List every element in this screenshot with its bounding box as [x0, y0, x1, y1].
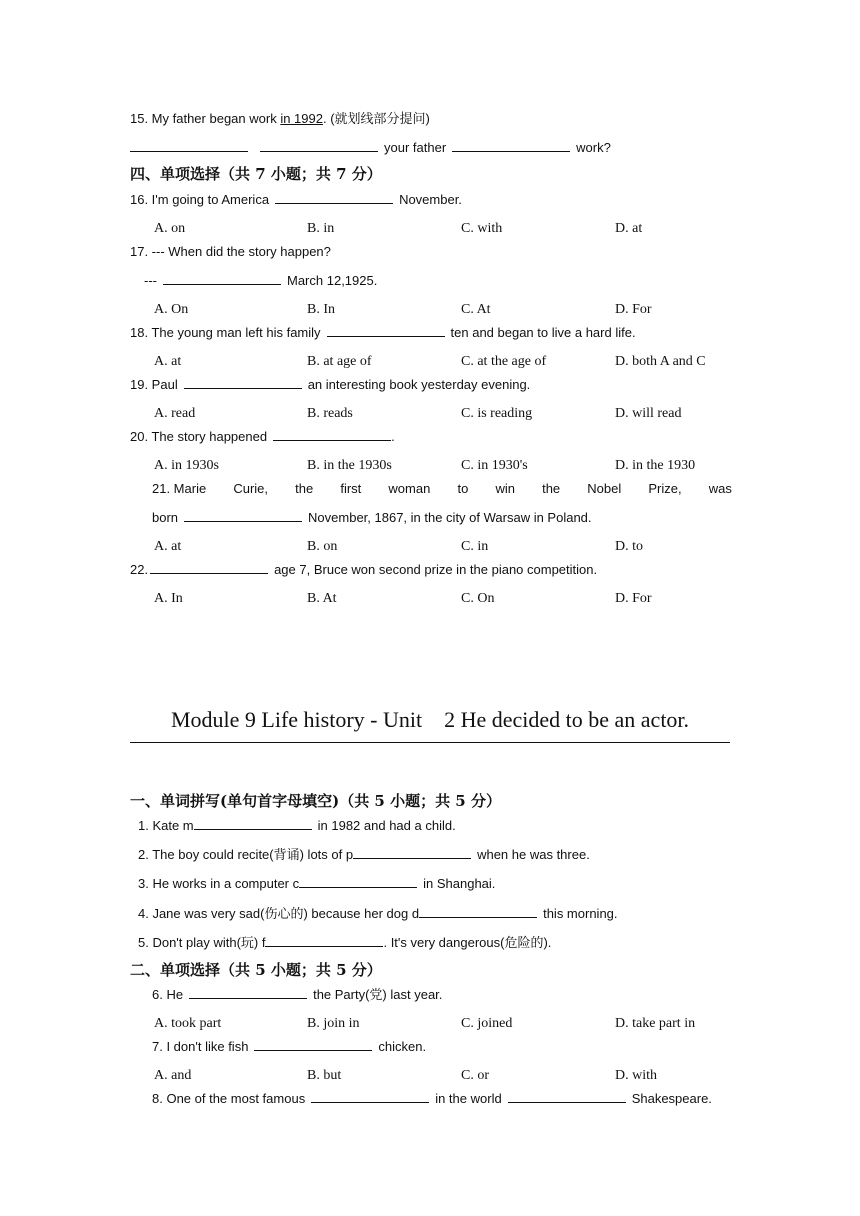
- option-b[interactable]: B. reads: [307, 406, 353, 421]
- option-b[interactable]: B. in: [307, 221, 335, 236]
- answer-blank[interactable]: [163, 273, 281, 285]
- question-6: 6. He the Party(党) last year.: [152, 987, 443, 1002]
- option-b[interactable]: B. on: [307, 539, 338, 554]
- option-c[interactable]: C. is reading: [461, 406, 533, 421]
- answer-blank[interactable]: [275, 192, 393, 204]
- option-c[interactable]: C. At: [461, 302, 491, 317]
- option-c[interactable]: C. with: [461, 221, 503, 236]
- question-17-answer-line: --- March 12,1925.: [144, 273, 378, 288]
- section-2-title: 二、单项选择（共 5 小题；共 5 分）: [130, 961, 382, 979]
- option-d[interactable]: D. at: [615, 221, 643, 236]
- question-16: 16. I'm going to America November.: [130, 192, 462, 207]
- option-b[interactable]: B. in the 1930s: [307, 458, 392, 473]
- spelling-item-5: 5. Don't play with(玩) f . It's very dangerous(危险的).: [138, 935, 552, 950]
- option-d[interactable]: D. with: [615, 1068, 657, 1083]
- option-a[interactable]: A. in 1930s: [154, 458, 219, 473]
- option-d[interactable]: D. For: [615, 591, 652, 606]
- answer-blank[interactable]: [299, 876, 417, 888]
- question-18: 18. The young man left his family ten and began to live a hard life.: [130, 325, 636, 340]
- option-a[interactable]: A. On: [154, 302, 189, 317]
- question-7: 7. I don't like fish chicken.: [152, 1039, 427, 1054]
- option-b[interactable]: B. at age of: [307, 354, 372, 369]
- question-17: 17. --- When did the story happen?: [130, 244, 331, 259]
- option-b[interactable]: B. but: [307, 1068, 342, 1083]
- question-20: 20. The story happened .: [130, 429, 395, 444]
- question-15-answer-line: your father work?: [130, 140, 611, 156]
- option-c[interactable]: C. in 1930's: [461, 458, 528, 473]
- option-c[interactable]: C. in: [461, 539, 489, 554]
- title-divider: [130, 742, 730, 743]
- answer-blank[interactable]: [353, 847, 471, 859]
- option-a[interactable]: A. at: [154, 539, 182, 554]
- option-a[interactable]: A. at: [154, 354, 182, 369]
- question-15: 15. My father began work in 1992. (就划线部分提问): [130, 111, 430, 126]
- question-8: 8. One of the most famous in the world Shakespeare.: [152, 1091, 712, 1106]
- option-c[interactable]: C. at the age of: [461, 354, 547, 369]
- spelling-item-2: 2. The boy could recite(背诵) lots of p when he was three.: [138, 847, 590, 862]
- question-21-line-2: born November, 1867, in the city of Warsaw in Poland.: [152, 510, 592, 525]
- answer-blank[interactable]: [265, 935, 383, 947]
- answer-blank[interactable]: [184, 510, 302, 522]
- option-a[interactable]: A. on: [154, 221, 186, 236]
- section-4-title: 四、单项选择（共 7 小题；共 7 分）: [130, 165, 382, 183]
- spelling-item-3: 3. He works in a computer c in Shanghai.: [138, 876, 496, 891]
- option-d[interactable]: D. in the 1930: [615, 458, 696, 473]
- answer-blank[interactable]: [254, 1039, 372, 1051]
- option-d[interactable]: D. For: [615, 302, 652, 317]
- option-d[interactable]: D. take part in: [615, 1016, 696, 1031]
- answer-blank[interactable]: [452, 140, 570, 152]
- answer-blank[interactable]: [311, 1091, 429, 1103]
- answer-blank[interactable]: [508, 1091, 626, 1103]
- question-21: 21. Marie Curie, the first woman to win the Nobel Prize, was: [152, 481, 732, 496]
- spelling-item-4: 4. Jane was very sad(伤心的) because her dog d this morning.: [138, 906, 618, 921]
- option-d[interactable]: D. both A and C: [615, 354, 706, 369]
- answer-blank[interactable]: [184, 377, 302, 389]
- option-a[interactable]: A. In: [154, 591, 183, 606]
- option-b[interactable]: B. In: [307, 302, 335, 317]
- answer-blank[interactable]: [327, 325, 445, 337]
- option-c[interactable]: C. On: [461, 591, 495, 606]
- option-d[interactable]: D. to: [615, 539, 643, 554]
- option-b[interactable]: B. At: [307, 591, 337, 606]
- option-d[interactable]: D. will read: [615, 406, 682, 421]
- option-a[interactable]: A. and: [154, 1068, 192, 1083]
- section-1-title: 一、单词拼写(单句首字母填空)（共 5 小题；共 5 分）: [130, 792, 501, 810]
- answer-blank[interactable]: [419, 906, 537, 918]
- spelling-item-1: 1. Kate m in 1982 and had a child.: [138, 818, 456, 833]
- answer-blank[interactable]: [189, 987, 307, 999]
- answer-blank[interactable]: [260, 140, 378, 152]
- module-title: Module 9 Life history - Unit 2 He decided to be an actor.: [170, 707, 690, 732]
- answer-blank[interactable]: [150, 562, 268, 574]
- question-19: 19. Paul an interesting book yesterday evening.: [130, 377, 531, 392]
- option-a[interactable]: A. took part: [154, 1016, 222, 1031]
- answer-blank[interactable]: [194, 818, 312, 830]
- underlined-phrase: in 1992: [280, 111, 323, 126]
- question-22: 22. age 7, Bruce won second prize in the piano competition.: [130, 562, 598, 577]
- answer-blank[interactable]: [273, 429, 391, 441]
- option-b[interactable]: B. join in: [307, 1016, 360, 1031]
- answer-blank[interactable]: [130, 140, 248, 152]
- option-c[interactable]: C. joined: [461, 1016, 513, 1031]
- option-c[interactable]: C. or: [461, 1068, 489, 1083]
- option-a[interactable]: A. read: [154, 406, 196, 421]
